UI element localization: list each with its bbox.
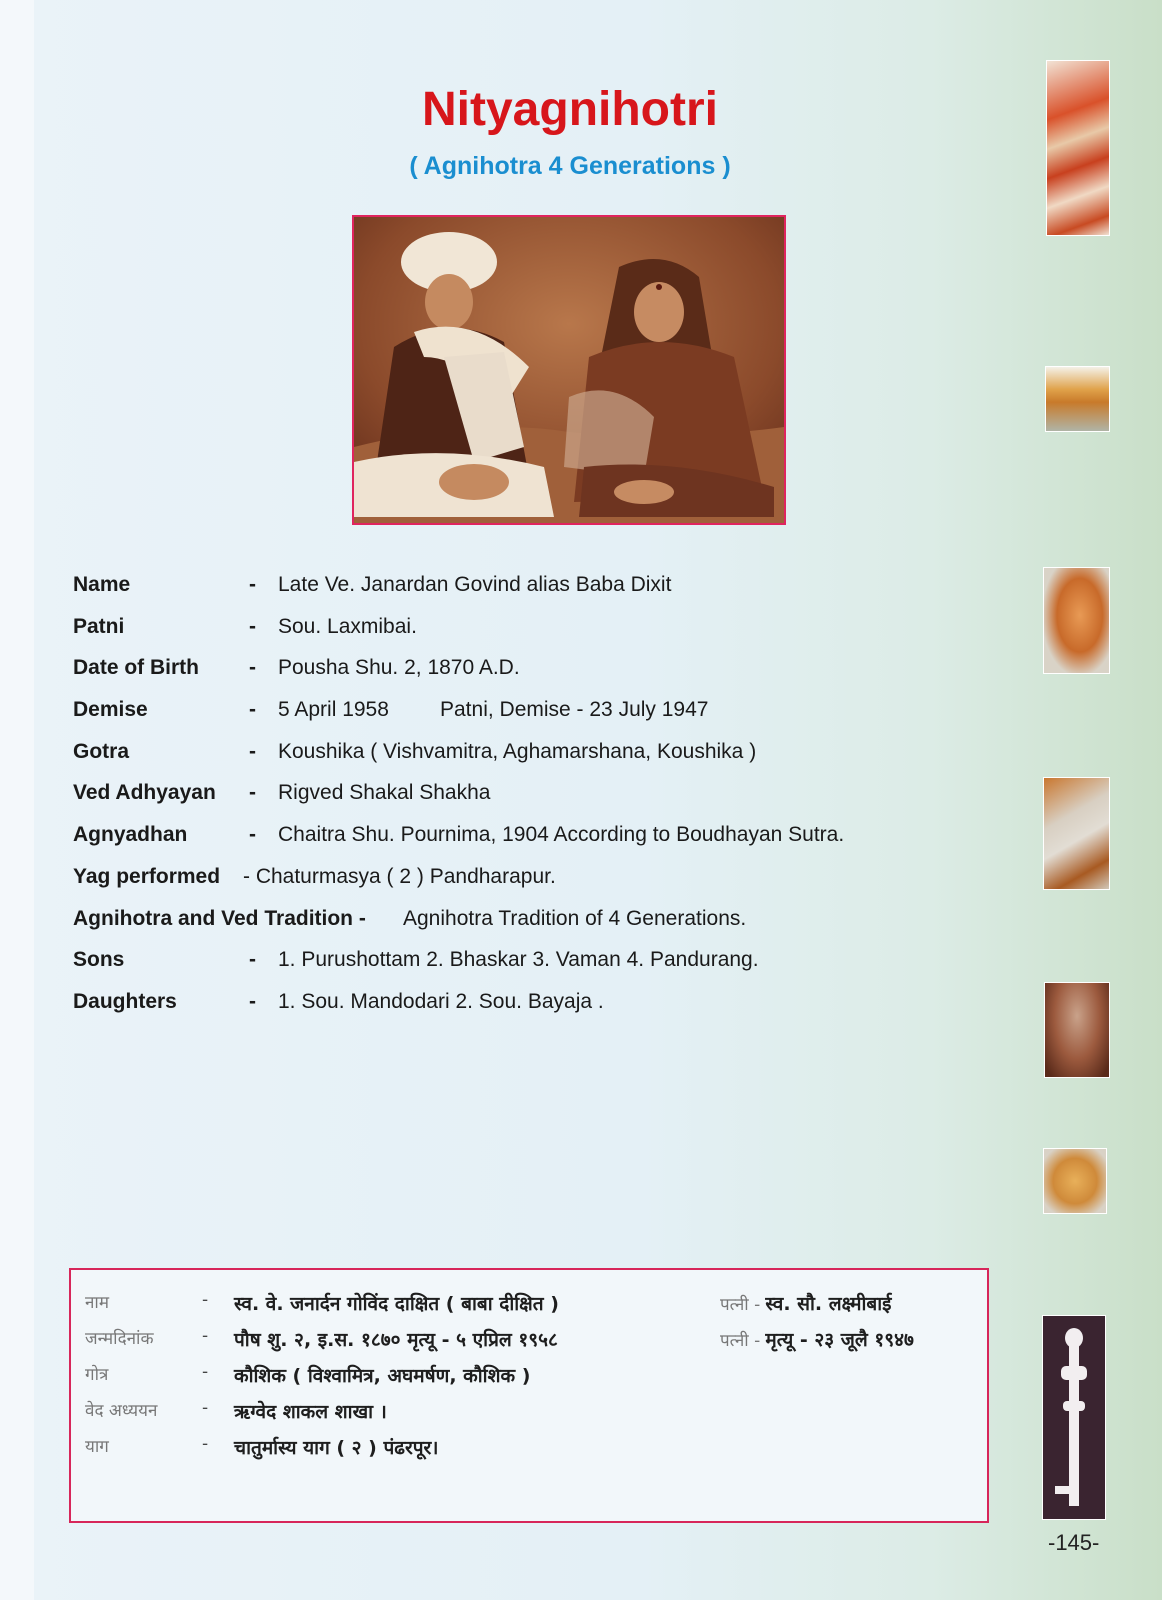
detail-value: Pousha Shu. 2, 1870 A.D.: [278, 656, 520, 680]
marathi-label: याग: [85, 1437, 109, 1457]
page-subtitle: ( Agnihotra 4 Generations ): [409, 152, 731, 180]
detail-label: Demise: [73, 698, 148, 722]
wooden-tools-image: [1045, 366, 1110, 432]
detail-value: 5 April 1958: [278, 698, 389, 722]
detail-date-of-birth: [73, 656, 973, 698]
detail-demise: [73, 698, 973, 740]
stone-image: [1044, 982, 1110, 1078]
detail-dash: -: [249, 948, 256, 972]
detail-dash: -: [249, 656, 256, 680]
detail-gotra: [73, 740, 973, 782]
detail-label: Agnyadhan: [73, 823, 188, 847]
marathi-value: कौशिक ( विश्वामित्र, अघमर्षण, कौशिक ): [234, 1365, 531, 1387]
page-left-edge: [0, 0, 34, 1600]
detail-value: Koushika ( Vishvamitra, Aghamarshana, Koushika ): [278, 739, 757, 763]
ladle-bowl-image: [1043, 1148, 1107, 1214]
carved-stick-image: [1042, 1315, 1106, 1520]
marathi-value: चातुर्मास्य याग ( २ ) पंढरपूर।: [234, 1437, 439, 1459]
detail-dash: -: [249, 573, 256, 596]
details-list: [73, 573, 973, 1032]
marathi-patni-row: [720, 1290, 891, 1326]
detail-dash: -: [249, 698, 256, 722]
marathi-label: वेद अध्ययन: [85, 1401, 158, 1421]
detail-ved-adhyayan: [73, 781, 973, 823]
detail-agnyadhan: [73, 823, 973, 865]
wooden-sticks-image: [1043, 777, 1110, 890]
detail-tradition: [73, 907, 973, 949]
detail-dash: -: [249, 614, 256, 638]
detail-value: 1. Sou. Mandodari 2. Sou. Bayaja .: [278, 989, 604, 1013]
marathi-patni-label: पत्नी -: [720, 1331, 761, 1351]
marathi-value: स्व. वे. जनार्दन गोविंद दाक्षित ( बाबा दीक्षित ): [234, 1293, 559, 1315]
marathi-dash: -: [202, 1434, 209, 1454]
detail-dash: -: [249, 781, 256, 805]
marathi-label: गोत्र: [85, 1365, 109, 1385]
detail-dash: -: [249, 823, 256, 847]
marathi-patni-label: पत्नी -: [720, 1295, 761, 1315]
detail-dash: -: [249, 739, 256, 763]
detail-value: - Chaturmasya ( 2 ) Pandharapur.: [243, 864, 556, 888]
detail-value: 1. Purushottam 2. Bhaskar 3. Vaman 4. Pandurang.: [278, 948, 759, 972]
page-number: -145-: [1048, 1530, 1100, 1555]
detail-label: Date of Birth: [73, 656, 199, 680]
marathi-value: ऋग्वेद शाकल शाखा ।: [234, 1401, 387, 1423]
detail-label: Ved Adhyayan: [73, 781, 216, 805]
detail-label: Yag performed: [73, 864, 221, 888]
detail-patni: [73, 615, 973, 657]
detail-label: Gotra: [73, 739, 130, 763]
spoon-implements-image: [1046, 60, 1110, 236]
marathi-summary-box: [69, 1268, 989, 1523]
detail-dash: -: [249, 989, 256, 1013]
marathi-patni-value: मृत्यू - २३ जूलै १९४७: [765, 1329, 914, 1351]
marathi-label: नाम: [85, 1293, 110, 1313]
marathi-dash: -: [202, 1362, 209, 1382]
detail-value: Late Ve. Janardan Govind alias Baba Dixit: [278, 573, 672, 596]
detail-value: Sou. Laxmibai.: [278, 614, 417, 638]
marathi-patni-value: स्व. सौ. लक्ष्मीबाई: [765, 1293, 892, 1315]
wooden-vessel-image: [1043, 567, 1110, 674]
marathi-patni-demise-row: [720, 1326, 914, 1362]
detail-name: [73, 573, 973, 615]
detail-value: Agnihotra Tradition of 4 Generations.: [403, 906, 747, 930]
page-title: Nityagnihotri: [422, 83, 718, 136]
couple-photo-illustration: [354, 217, 784, 523]
detail-sons: [73, 948, 973, 990]
detail-daughters: [73, 990, 973, 1032]
carved-stick-illustration: [1043, 1316, 1105, 1519]
marathi-label: जन्मदिनांक: [85, 1329, 154, 1349]
detail-label: Agnihotra and Ved Tradition -: [73, 906, 366, 930]
marathi-dash: -: [202, 1398, 209, 1418]
detail-label: Patni: [73, 614, 125, 638]
marathi-value: पौष शु. २, इ.स. १८७० मृत्यू - ५ एप्रिल १९५८: [234, 1329, 558, 1351]
marathi-dash: -: [202, 1326, 209, 1346]
couple-photo: [352, 215, 786, 525]
detail-value: Rigved Shakal Shakha: [278, 781, 491, 805]
detail-yag-performed: [73, 865, 973, 907]
detail-label: Sons: [73, 948, 125, 972]
detail-label: Daughters: [73, 989, 177, 1013]
detail-patni-demise: Patni, Demise - 23 July 1947: [440, 698, 709, 722]
marathi-dash: -: [202, 1290, 209, 1310]
detail-value: Chaitra Shu. Pournima, 1904 According to Boudhayan Sutra.: [278, 823, 845, 847]
detail-label: Name: [73, 573, 131, 596]
